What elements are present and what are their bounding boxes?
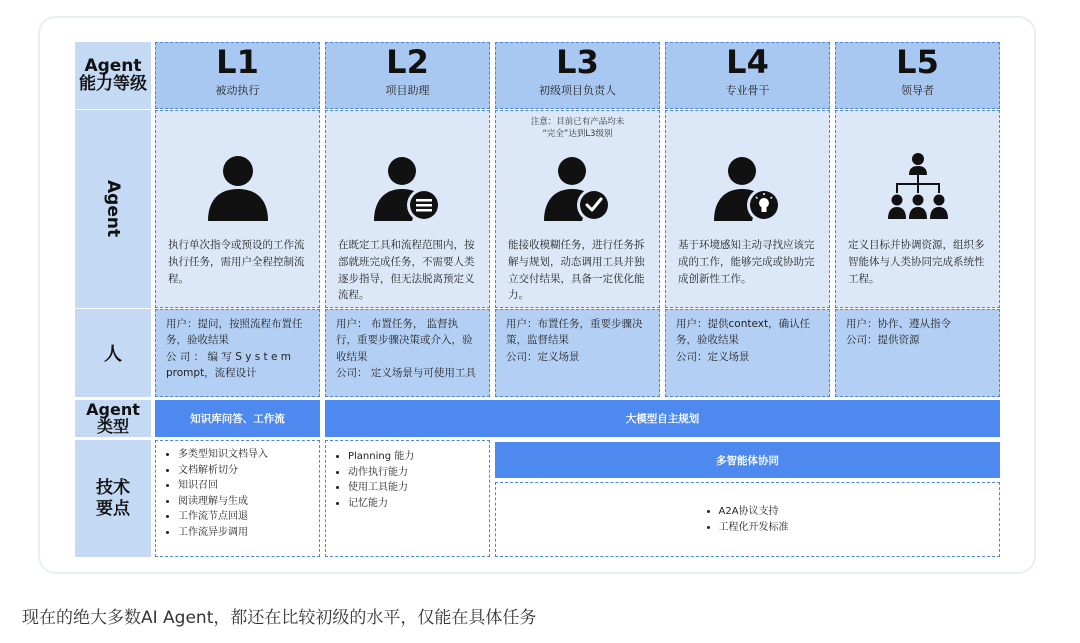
level-code: L5 xyxy=(896,43,939,81)
list-item: • 文档解析切分 xyxy=(178,463,309,479)
person-icon xyxy=(202,151,274,223)
level-title: 初级项目负责人 xyxy=(539,84,616,98)
agent-description: 在既定工具和流程范围内，按部就班完成任务，不需要人类逐步指导，但无法脱离预定义流程。 xyxy=(338,239,475,302)
row-label-agent-text: Agent xyxy=(103,180,123,238)
row-label-tech: 技术 要点 xyxy=(75,440,151,557)
tech-cell-l2 xyxy=(325,440,490,557)
level-header-l4 xyxy=(665,42,830,109)
agent-cell-l2 xyxy=(325,110,490,308)
tech-list-l2 xyxy=(336,449,479,511)
level-code: L2 xyxy=(386,43,429,81)
list-item: • 工作流节点回退 xyxy=(178,509,309,525)
agent-cell-l4 xyxy=(665,110,830,308)
level-header-l3 xyxy=(495,42,660,109)
level-title: 专业骨干 xyxy=(725,84,770,98)
agent-note: 注意：目前已有产品均未 “完全”达到L3级别 xyxy=(530,117,625,139)
agent-description: 基于环境感知主动寻找应该完成的工作，能够完成或协助完成创新性工作。 xyxy=(678,239,815,285)
list-item: • 阅读理解与生成 xyxy=(178,494,309,510)
person-list-icon xyxy=(372,151,444,223)
org-chart-icon xyxy=(882,151,954,223)
list-item: • 工作流异步调用 xyxy=(178,525,309,541)
person-check-icon xyxy=(542,151,614,223)
agent-description: 执行单次指令或预设的工作流执行任务，需用户全程控制流程。 xyxy=(168,239,305,285)
tech-cell-l1 xyxy=(155,440,320,557)
level-code: L3 xyxy=(556,43,599,81)
row-label-agent xyxy=(75,110,151,308)
list-item: • 动作执行能力 xyxy=(348,465,479,481)
list-item: • 知识召回 xyxy=(178,478,309,494)
caption-text: 现在的绝大多数AI Agent，都还在比较初级的水平，仅能在具体任务 xyxy=(22,608,537,628)
level-code: L1 xyxy=(216,43,259,81)
agent-cell-l3 xyxy=(495,110,660,308)
tech-cell-l3-l5 xyxy=(495,482,1000,557)
human-cell-l5: 用户：协作、遵从指令 公司：提供资源 xyxy=(835,309,1000,397)
level-header-l2 xyxy=(325,42,490,109)
caption-fade xyxy=(588,596,708,632)
list-item: • 多类型知识文档导入 xyxy=(178,447,309,463)
list-item: • 记忆能力 xyxy=(348,496,479,512)
person-bulb-icon xyxy=(712,151,784,223)
row-label-human: 人 xyxy=(75,309,151,397)
tech-list-l1 xyxy=(166,447,309,540)
level-code: L4 xyxy=(726,43,769,81)
tech-list-multi-agent xyxy=(707,504,789,535)
level-title: 领导者 xyxy=(901,84,934,98)
list-item: • 使用工具能力 xyxy=(348,480,479,496)
agent-cell-l5 xyxy=(835,110,1000,308)
agent-description: 定义目标并协调资源，组织多智能体与人类协同完成系统性工程。 xyxy=(848,239,985,285)
multi-agent-header: 多智能体协同 xyxy=(495,442,1000,478)
list-item: • 工程化开发标准 xyxy=(719,520,789,536)
level-title: 被动执行 xyxy=(215,84,260,98)
level-title: 项目助理 xyxy=(385,84,430,98)
agent-description: 能接收模糊任务，进行任务拆解与规划，动态调用工具并独立交付结果，具备一定优化能力。 xyxy=(508,239,645,302)
human-cell-l1: 用户：提问，按照流程布置任务，验收结果 公 司 ： 编 写 S y s t e m prompt，流程设计 xyxy=(155,309,320,397)
row-label-level: Agent 能力等级 xyxy=(75,42,151,109)
row-label-type: Agent 类型 xyxy=(75,400,151,437)
human-cell-l2: 用户： 布置任务， 监督执行，重要步骤决策或介入，验收结果 公司： 定义场景与可使用工具 xyxy=(325,309,490,397)
human-cell-l3: 用户：布置任务，重要步骤决策，监督结果 公司：定义场景 xyxy=(495,309,660,397)
human-cell-l4: 用户：提供context，确认任务，验收结果 公司：定义场景 xyxy=(665,309,830,397)
level-header-l1 xyxy=(155,42,320,109)
list-item: • A2A协议支持 xyxy=(719,504,789,520)
level-header-l5 xyxy=(835,42,1000,109)
type-cell-l2-l5: 大模型自主规划 xyxy=(325,400,1000,437)
agent-cell-l1 xyxy=(155,110,320,308)
type-cell-l1: 知识库问答、工作流 xyxy=(155,400,320,437)
list-item: • Planning 能力 xyxy=(348,449,479,465)
